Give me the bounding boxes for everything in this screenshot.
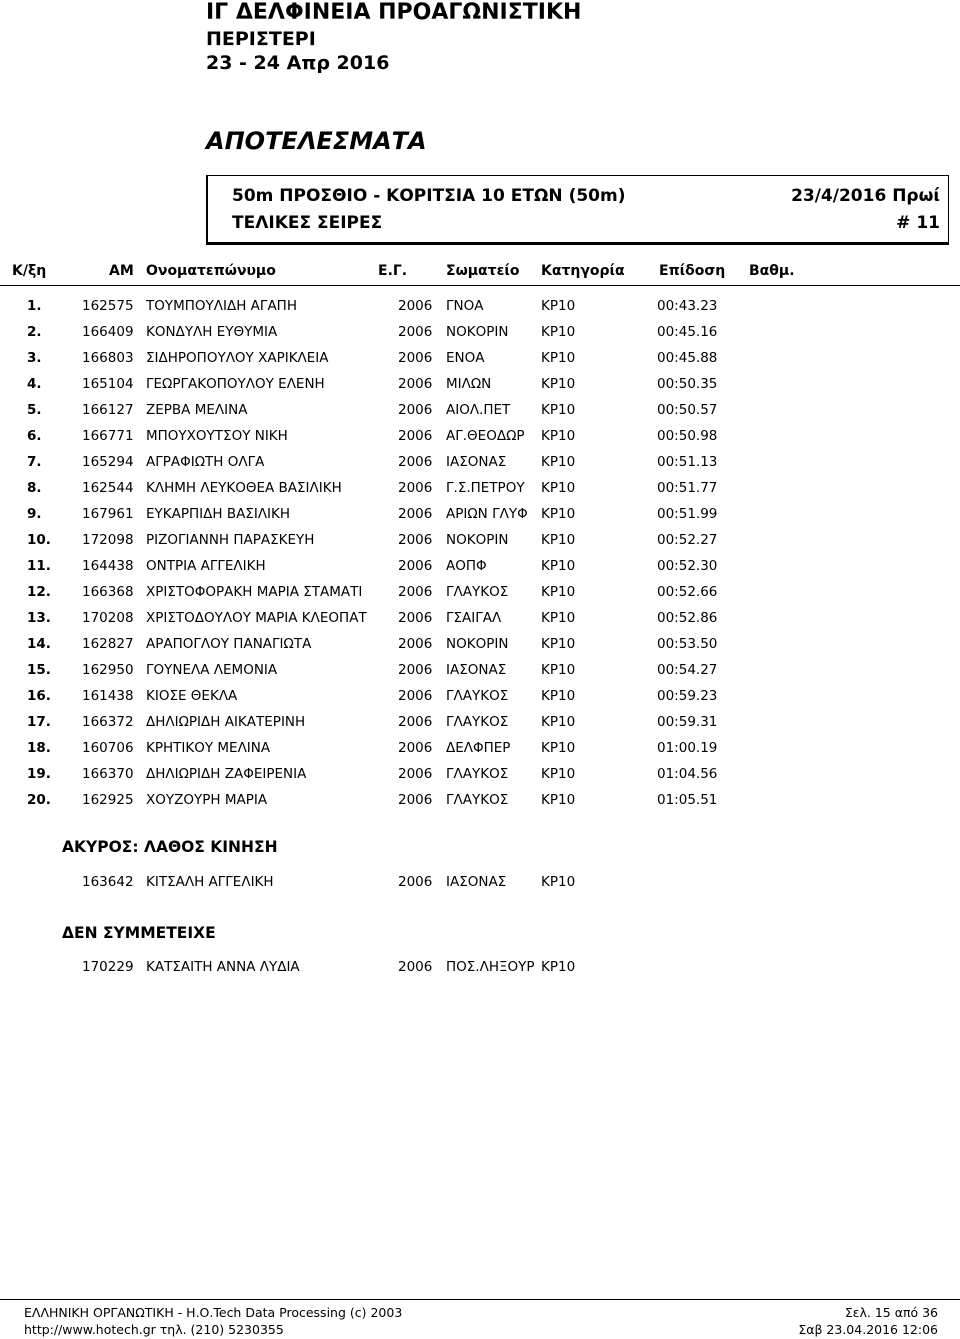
cell-year: 2006 xyxy=(398,636,433,652)
cell-rank: 17. xyxy=(27,714,51,730)
cell-time: 01:00.19 xyxy=(657,740,718,756)
cell-name: ΓΕΩΡΓΑΚΟΠΟΥΛΟΥ ΕΛΕΝΗ xyxy=(146,376,325,392)
cell-name: ΑΡΑΠΟΓΛΟΥ ΠΑΝΑΓΙΩΤΑ xyxy=(146,636,312,652)
cell-rank: 15. xyxy=(27,662,51,678)
cell-am: 170229 xyxy=(82,959,134,975)
footer-divider xyxy=(0,1299,960,1300)
cell-category: ΚΡ10 xyxy=(541,298,576,314)
cell-am: 161438 xyxy=(82,688,134,704)
cell-category: ΚΡ10 xyxy=(541,740,576,756)
cell-time: 00:43.23 xyxy=(657,298,718,314)
cell-club: ΙΑΣΟΝΑΣ xyxy=(446,662,507,678)
cell-year: 2006 xyxy=(398,959,433,975)
cell-category: ΚΡ10 xyxy=(541,874,576,890)
cell-category: ΚΡ10 xyxy=(541,610,576,626)
cell-name: ΧΡΙΣΤΟΦΟΡΑΚΗ ΜΑΡΙΑ ΣΤΑΜΑΤΙ xyxy=(146,584,363,600)
cell-name: ΑΓΡΑΦΙΩΤΗ ΟΛΓΑ xyxy=(146,454,265,470)
table-row xyxy=(0,874,960,900)
cell-rank: 3. xyxy=(27,350,42,366)
cell-am: 162950 xyxy=(82,662,134,678)
cell-club: ΓΛΑΥΚΟΣ xyxy=(446,688,509,704)
cell-club: ΓΣΑΙΓΑΛ xyxy=(446,610,502,626)
cell-year: 2006 xyxy=(398,506,433,522)
cell-name: ΔΗΛΙΩΡΙΔΗ ΑΙΚΑΤΕΡΙΝΗ xyxy=(146,714,306,730)
cell-category: ΚΡ10 xyxy=(541,636,576,652)
cell-year: 2006 xyxy=(398,688,433,704)
table-row xyxy=(0,402,960,428)
results-title: ΑΠΟΤΕΛΕΣΜΑΤΑ xyxy=(206,127,427,155)
cell-time: 01:05.51 xyxy=(657,792,718,808)
cell-year: 2006 xyxy=(398,766,433,782)
cell-club: ΓΛΑΥΚΟΣ xyxy=(446,714,509,730)
cell-club: ΙΑΣΟΝΑΣ xyxy=(446,454,507,470)
cell-am: 166409 xyxy=(82,324,134,340)
event-round: ΤΕΛΙΚΕΣ ΣΕΙΡΕΣ xyxy=(232,213,383,233)
cell-year: 2006 xyxy=(398,584,433,600)
cell-am: 166803 xyxy=(82,350,134,366)
cell-year: 2006 xyxy=(398,792,433,808)
cell-rank: 1. xyxy=(27,298,42,314)
table-row xyxy=(0,324,960,350)
cell-time: 00:54.27 xyxy=(657,662,718,678)
table-row xyxy=(0,350,960,376)
col-club: Σωματείο xyxy=(446,263,520,279)
cell-time: 00:51.77 xyxy=(657,480,718,496)
cell-time: 00:51.13 xyxy=(657,454,718,470)
cell-time: 00:52.27 xyxy=(657,532,718,548)
col-rank: Κ/ξη xyxy=(12,263,47,279)
footer-page: Σελ. 15 από 36 xyxy=(844,1305,938,1320)
cell-club: ΜΙΛΩΝ xyxy=(446,376,492,392)
cell-year: 2006 xyxy=(398,874,433,890)
cell-rank: 19. xyxy=(27,766,51,782)
footer-printed: Σαβ 23.04.2016 12:06 xyxy=(798,1322,938,1337)
meet-dates: 23 - 24 Απρ 2016 xyxy=(206,52,390,74)
cell-name: ΓΟΥΝΕΛΑ ΛΕΜΟΝΙΑ xyxy=(146,662,278,678)
cell-time: 00:50.35 xyxy=(657,376,718,392)
cell-club: ΓΛΑΥΚΟΣ xyxy=(446,584,509,600)
cell-name: ΧΡΙΣΤΟΔΟΥΛΟΥ ΜΑΡΙΑ ΚΛΕΟΠΑΤ xyxy=(146,610,367,626)
cell-am: 162827 xyxy=(82,636,134,652)
cell-rank: 9. xyxy=(27,506,42,522)
table-row xyxy=(0,959,960,985)
cell-category: ΚΡ10 xyxy=(541,480,576,496)
table-row xyxy=(0,584,960,610)
cell-category: ΚΡ10 xyxy=(541,959,576,975)
table-row xyxy=(0,662,960,688)
col-year: Ε.Γ. xyxy=(378,263,408,279)
cell-rank: 16. xyxy=(27,688,51,704)
cell-time: 00:45.16 xyxy=(657,324,718,340)
cell-time: 00:50.98 xyxy=(657,428,718,444)
cell-rank: 7. xyxy=(27,454,42,470)
cell-name: ΧΟΥΖΟΥΡΗ ΜΑΡΙΑ xyxy=(146,792,268,808)
cell-club: ΑΙΟΛ.ΠΕΤ xyxy=(446,402,511,418)
cell-year: 2006 xyxy=(398,558,433,574)
col-category: Κατηγορία xyxy=(541,263,625,279)
cell-rank: 20. xyxy=(27,792,51,808)
cell-rank: 10. xyxy=(27,532,51,548)
cell-name: ΚΡΗΤΙΚΟΥ ΜΕΛΙΝΑ xyxy=(146,740,271,756)
table-row xyxy=(0,610,960,636)
cell-name: ΚΛΗΜΗ ΛΕΥΚΟΘΕΑ ΒΑΣΙΛΙΚΗ xyxy=(146,480,342,496)
table-row xyxy=(0,558,960,584)
event-name: 50m ΠΡΟΣΘΙΟ - ΚΟΡΙΤΣΙΑ 10 ΕΤΩΝ (50m) xyxy=(232,186,626,206)
cell-name: ΚΙΤΣΑΛΗ ΑΓΓΕΛΙΚΗ xyxy=(146,874,274,890)
cell-name: ΟΝΤΡΙΑ ΑΓΓΕΛΙΚΗ xyxy=(146,558,266,574)
cell-rank: 4. xyxy=(27,376,42,392)
cell-category: ΚΡ10 xyxy=(541,584,576,600)
cell-rank: 11. xyxy=(27,558,51,574)
cell-club: Γ.Σ.ΠΕΤΡΟΥ xyxy=(446,480,525,496)
cell-category: ΚΡ10 xyxy=(541,324,576,340)
cell-am: 166370 xyxy=(82,766,134,782)
col-name: Ονοματεπώνυμο xyxy=(146,263,276,279)
cell-club: ΙΑΣΟΝΑΣ xyxy=(446,874,507,890)
cell-year: 2006 xyxy=(398,324,433,340)
meet-location: ΠΕΡΙΣΤΕΡΙ xyxy=(206,28,316,50)
cell-time: 00:45.88 xyxy=(657,350,718,366)
cell-year: 2006 xyxy=(398,610,433,626)
cell-am: 162925 xyxy=(82,792,134,808)
cell-year: 2006 xyxy=(398,532,433,548)
table-row xyxy=(0,376,960,402)
table-row xyxy=(0,714,960,740)
cell-year: 2006 xyxy=(398,350,433,366)
cell-am: 165294 xyxy=(82,454,134,470)
cell-name: ΚΙΟΣΕ ΘΕΚΛΑ xyxy=(146,688,238,704)
cell-rank: 2. xyxy=(27,324,42,340)
cell-year: 2006 xyxy=(398,428,433,444)
footer-contact: http://www.hotech.gr τηλ. (210) 5230355 xyxy=(24,1322,284,1337)
cell-category: ΚΡ10 xyxy=(541,662,576,678)
cell-category: ΚΡ10 xyxy=(541,714,576,730)
cell-am: 166127 xyxy=(82,402,134,418)
table-row xyxy=(0,766,960,792)
disqualified-heading: ΑΚΥΡΟΣ: ΛΑΘΟΣ ΚΙΝΗΣΗ xyxy=(62,838,278,856)
cell-category: ΚΡ10 xyxy=(541,350,576,366)
cell-time: 01:04.56 xyxy=(657,766,718,782)
cell-am: 165104 xyxy=(82,376,134,392)
col-points: Βαθμ. xyxy=(749,263,795,279)
cell-am: 170208 xyxy=(82,610,134,626)
cell-year: 2006 xyxy=(398,402,433,418)
cell-category: ΚΡ10 xyxy=(541,792,576,808)
table-row xyxy=(0,636,960,662)
table-row xyxy=(0,688,960,714)
cell-name: ΡΙΖΟΓΙΑΝΝΗ ΠΑΡΑΣΚΕΥΗ xyxy=(146,532,315,548)
cell-category: ΚΡ10 xyxy=(541,402,576,418)
col-time: Επίδοση xyxy=(659,263,726,279)
meet-title: ΙΓ ΔΕΛΦΙΝΕΙΑ ΠΡΟΑΓΩΝΙΣΤΙΚΗ xyxy=(206,0,582,25)
cell-am: 160706 xyxy=(82,740,134,756)
event-number: # 11 xyxy=(896,213,940,233)
footer-org: ΕΛΛΗΝΙΚΗ ΟΡΓΑΝΩΤΙΚΗ - Η.Ο.Tech Data Processing (c) 2003 xyxy=(24,1305,403,1320)
cell-name: ΖΕΡΒΑ ΜΕΛΙΝΑ xyxy=(146,402,248,418)
cell-club: ΝΟΚΟΡΙΝ xyxy=(446,636,509,652)
cell-year: 2006 xyxy=(398,454,433,470)
cell-am: 162544 xyxy=(82,480,134,496)
cell-name: ΤΟΥΜΠΟΥΛΙΔΗ ΑΓΑΠΗ xyxy=(146,298,297,314)
cell-rank: 14. xyxy=(27,636,51,652)
table-row xyxy=(0,532,960,558)
cell-rank: 13. xyxy=(27,610,51,626)
cell-am: 166368 xyxy=(82,584,134,600)
cell-year: 2006 xyxy=(398,662,433,678)
cell-year: 2006 xyxy=(398,480,433,496)
event-box xyxy=(206,175,949,245)
cell-am: 164438 xyxy=(82,558,134,574)
event-date-session: 23/4/2016 Πρωί xyxy=(791,186,940,206)
cell-club: ΑΡΙΩΝ ΓΛΥΦ xyxy=(446,506,528,522)
cell-category: ΚΡ10 xyxy=(541,376,576,392)
cell-rank: 18. xyxy=(27,740,51,756)
cell-club: ΑΓ.ΘΕΟΔΩΡ xyxy=(446,428,525,444)
cell-am: 163642 xyxy=(82,874,134,890)
cell-am: 172098 xyxy=(82,532,134,548)
cell-name: ΜΠΟΥΧΟΥΤΣΟΥ ΝΙΚΗ xyxy=(146,428,288,444)
cell-year: 2006 xyxy=(398,376,433,392)
cell-rank: 12. xyxy=(27,584,51,600)
cell-club: ΓΛΑΥΚΟΣ xyxy=(446,766,509,782)
cell-am: 166372 xyxy=(82,714,134,730)
cell-time: 00:50.57 xyxy=(657,402,718,418)
cell-year: 2006 xyxy=(398,714,433,730)
cell-time: 00:52.66 xyxy=(657,584,718,600)
table-row xyxy=(0,298,960,324)
cell-category: ΚΡ10 xyxy=(541,428,576,444)
table-row xyxy=(0,792,960,818)
cell-category: ΚΡ10 xyxy=(541,688,576,704)
cell-time: 00:52.86 xyxy=(657,610,718,626)
cell-club: ΕΝΟΑ xyxy=(446,350,485,366)
cell-category: ΚΡ10 xyxy=(541,454,576,470)
cell-time: 00:51.99 xyxy=(657,506,718,522)
cell-rank: 8. xyxy=(27,480,42,496)
cell-time: 00:59.23 xyxy=(657,688,718,704)
cell-category: ΚΡ10 xyxy=(541,506,576,522)
cell-category: ΚΡ10 xyxy=(541,558,576,574)
cell-name: ΔΗΛΙΩΡΙΔΗ ΖΑΦΕΙΡΕΝΙΑ xyxy=(146,766,307,782)
cell-am: 162575 xyxy=(82,298,134,314)
header-divider xyxy=(0,285,960,286)
cell-time: 00:52.30 xyxy=(657,558,718,574)
table-row xyxy=(0,454,960,480)
table-row xyxy=(0,740,960,766)
cell-club: ΝΟΚΟΡΙΝ xyxy=(446,532,509,548)
cell-name: ΕΥΚΑΡΠΙΔΗ ΒΑΣΙΛΙΚΗ xyxy=(146,506,291,522)
cell-club: ΓΝΟΑ xyxy=(446,298,484,314)
table-row xyxy=(0,506,960,532)
cell-am: 167961 xyxy=(82,506,134,522)
cell-time: 00:53.50 xyxy=(657,636,718,652)
cell-club: ΔΕΛΦΠΕΡ xyxy=(446,740,511,756)
cell-category: ΚΡ10 xyxy=(541,766,576,782)
cell-year: 2006 xyxy=(398,740,433,756)
cell-club: ΠΟΣ.ΛΗΞΟΥΡ xyxy=(446,959,535,975)
cell-club: ΓΛΑΥΚΟΣ xyxy=(446,792,509,808)
table-row xyxy=(0,480,960,506)
cell-name: ΚΑΤΣΑΙΤΗ ΑΝΝΑ ΛΥΔΙΑ xyxy=(146,959,300,975)
cell-rank: 6. xyxy=(27,428,42,444)
cell-am: 166771 xyxy=(82,428,134,444)
cell-club: ΑΟΠΦ xyxy=(446,558,487,574)
did-not-start-heading: ΔΕΝ ΣΥΜΜΕΤΕΙΧΕ xyxy=(62,924,216,942)
cell-club: ΝΟΚΟΡΙΝ xyxy=(446,324,509,340)
cell-time: 00:59.31 xyxy=(657,714,718,730)
table-row xyxy=(0,428,960,454)
cell-name: ΣΙΔΗΡΟΠΟΥΛΟΥ ΧΑΡΙΚΛΕΙΑ xyxy=(146,350,329,366)
cell-rank: 5. xyxy=(27,402,42,418)
cell-name: ΚΟΝΔΥΛΗ ΕΥΘΥΜΙΑ xyxy=(146,324,278,340)
cell-category: ΚΡ10 xyxy=(541,532,576,548)
col-am: ΑΜ xyxy=(109,263,134,279)
cell-year: 2006 xyxy=(398,298,433,314)
